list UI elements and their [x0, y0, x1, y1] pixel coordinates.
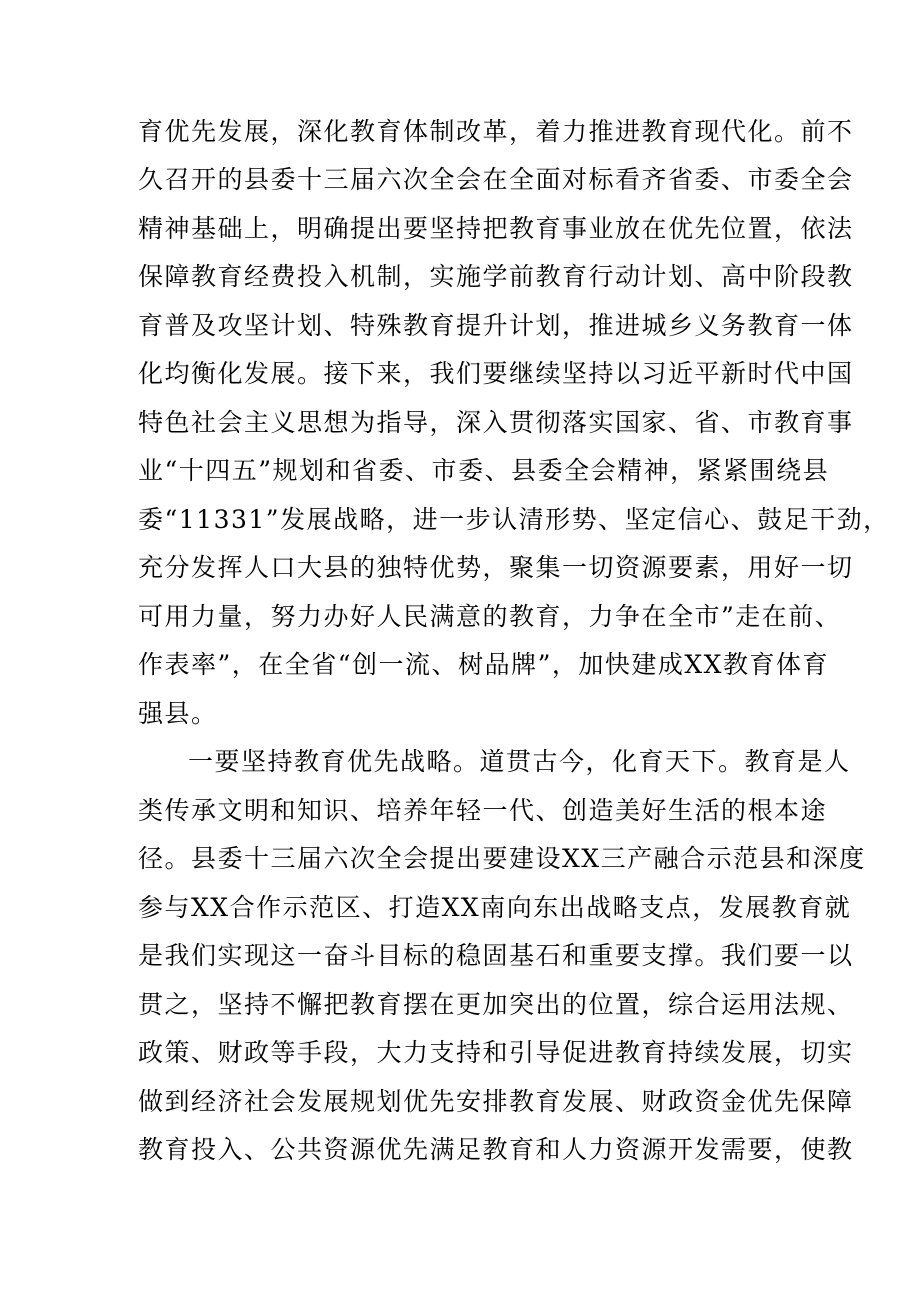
- text-line: 是我们实现这一奋斗目标的稳固基石和重要支撑。我们要一以: [138, 941, 854, 970]
- text-line: 教育投入、公共资源优先满足教育和人力资源开发需要，使教: [138, 1135, 854, 1164]
- text-line: 特色社会主义思想为指导，深入贯彻落实国家、省、市教育事: [138, 408, 854, 437]
- text-line: 充分发挥人口大县的独特优势，聚集一切资源要素，用好一切: [138, 553, 854, 582]
- text-line: 精神基础上，明确提出要坚持把教育事业放在优先位置，依法: [138, 214, 854, 243]
- text-line: 贯之，坚持不懈把教育摆在更加突出的位置，综合运用法规、: [138, 990, 854, 1019]
- text-line: 做到经济社会发展规划优先安排教育发展、财政资金优先保障: [138, 1087, 854, 1116]
- text-line: 作表率”，在全省“创一流、树品牌”，加快建成XX教育体育: [138, 650, 829, 679]
- text-line: 育优先发展，深化教育体制改革，着力推进教育现代化。前不: [138, 117, 854, 146]
- text-line: 化均衡化发展。接下来，我们要继续坚持以习近平新时代中国: [138, 359, 854, 388]
- text-line: 保障教育经费投入机制，实施学前教育行动计划、高中阶段教: [138, 262, 854, 291]
- text-line: 强县。: [138, 699, 218, 728]
- text-line: 政策、财政等手段，大力支持和引导促进教育持续发展，切实: [138, 1038, 854, 1067]
- text-line: 类传承文明和知识、培养年轻一代、创造美好生活的根本途: [138, 796, 828, 825]
- text-line: 径。县委十三届六次全会提出要建设XX三产融合示范县和深度: [138, 844, 866, 873]
- text-line: 参与XX合作示范区、打造XX南向东出战略支点，发展教育就: [138, 893, 852, 922]
- text-line: 育普及攻坚计划、特殊教育提升计划，推进城乡义务教育一体: [138, 311, 854, 340]
- text-line: 久召开的县委十三届六次全会在全面对标看齐省委、市委全会: [138, 165, 854, 194]
- text-line: 业“十四五”规划和省委、市委、县委全会精神，紧紧围绕县: [138, 456, 830, 485]
- text-line: 委“11331”发展战略，进一步认清形势、坚定信心、鼓足干劲，: [138, 505, 890, 534]
- text-line: 可用力量，努力办好人民满意的教育，力争在全市”走在前、: [138, 602, 842, 631]
- paragraph-first-line: 一要坚持教育优先战略。道贯古今，化育天下。教育是人: [188, 747, 851, 776]
